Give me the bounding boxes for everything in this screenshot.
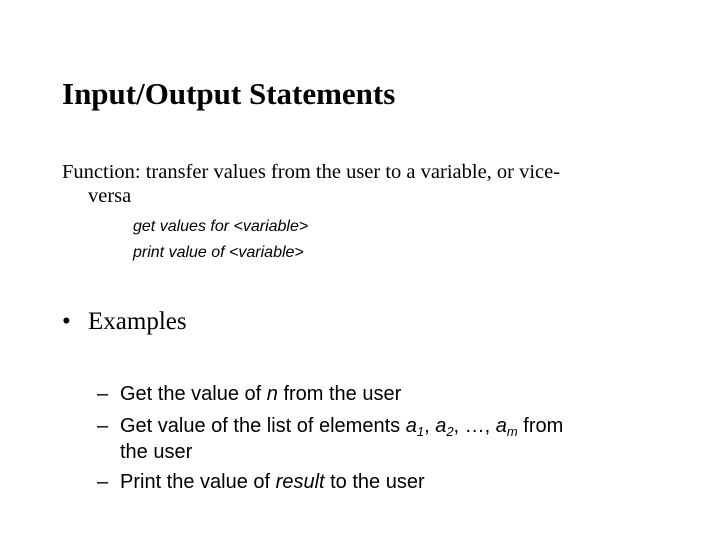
dash-icon: – <box>97 471 109 493</box>
examples-heading: Examples <box>88 308 187 335</box>
example-1-text-end: from the user <box>277 383 402 405</box>
element-a2: a <box>435 415 447 437</box>
function-description <box>62 160 662 208</box>
example-item-1 <box>97 381 667 407</box>
function-line-1: Function: transfer values from the user to a variable, or vice- <box>62 161 561 183</box>
get-statement: get values for <variable> <box>133 218 309 235</box>
examples-bullet <box>62 308 187 336</box>
example-1-variable: n <box>266 383 278 405</box>
function-line-2: versa <box>88 185 132 207</box>
example-item-3 <box>97 469 667 495</box>
element-a2-subscript: 2 <box>446 424 454 439</box>
example-item-2 <box>97 413 667 465</box>
example-2-text-end: from <box>517 415 564 437</box>
example-3-text: Print the value of <box>120 471 276 493</box>
separator-1: , <box>424 415 436 437</box>
example-3-text-end: to the user <box>324 471 425 493</box>
example-2-text: Get value of the list of elements <box>120 415 406 437</box>
element-am: a <box>495 415 507 437</box>
print-statement: print value of <variable> <box>133 244 304 261</box>
separator-2: , …, <box>453 415 496 437</box>
slide-title: Input/Output Statements <box>62 76 396 111</box>
example-3-variable: result <box>275 471 325 493</box>
example-1-text: Get the value of <box>120 383 267 405</box>
dash-icon: – <box>97 383 109 405</box>
example-2-line-2: the user <box>120 441 193 463</box>
dash-icon: – <box>97 415 109 437</box>
element-am-subscript: m <box>506 424 518 439</box>
element-a1: a <box>405 415 417 437</box>
bullet-icon: • <box>62 308 71 335</box>
element-a1-subscript: 1 <box>416 424 425 439</box>
